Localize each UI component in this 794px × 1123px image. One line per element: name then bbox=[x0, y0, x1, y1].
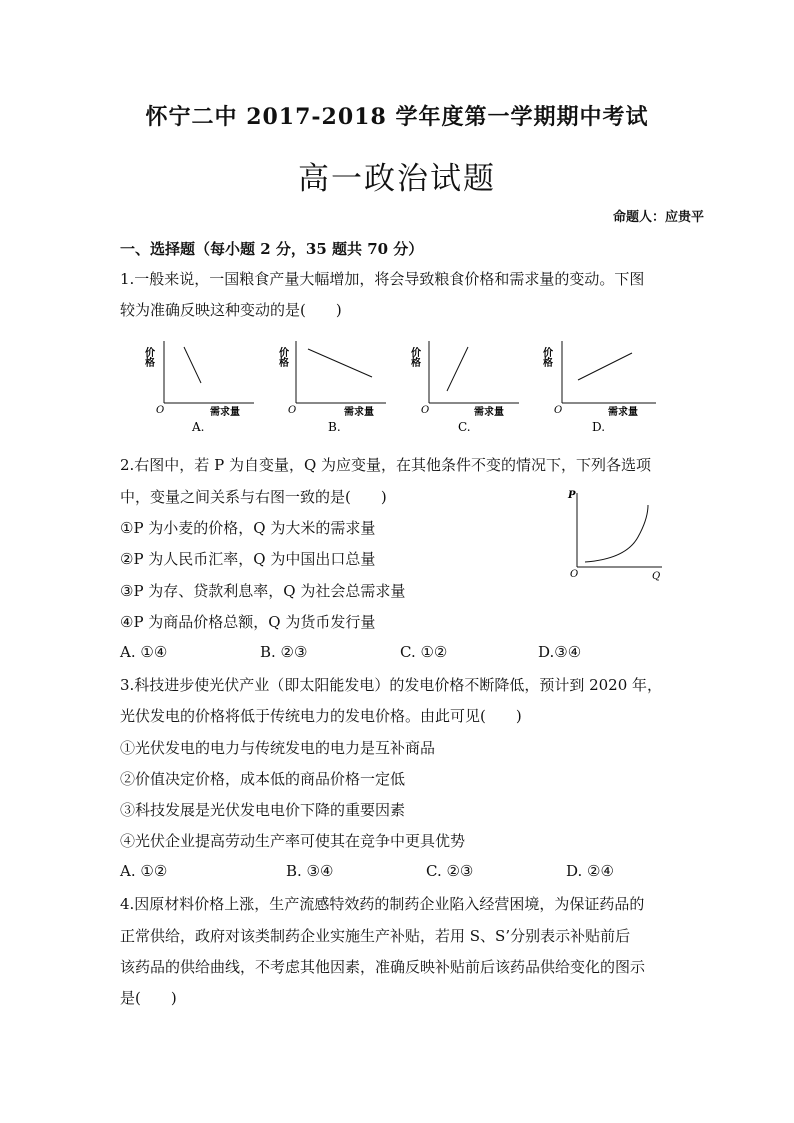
q1-graph-c-ylabel: 价格 bbox=[408, 347, 420, 367]
q1-graph-d-letter: D. bbox=[592, 420, 606, 434]
q1-graph-c bbox=[408, 335, 524, 439]
author: 命题人：应贵平 bbox=[612, 210, 704, 225]
q2-option-a[interactable]: A. ①④ bbox=[120, 643, 168, 661]
q4-stem-line2: 正常供给，政府对该类制药企业实施生产补贴，若用 S、S’分别表示补贴前后 bbox=[120, 927, 631, 945]
q4-stem-line1: 4.因原材料价格上涨，生产流感特效药的制药企业陷入经营困境，为保证药品的 bbox=[120, 895, 645, 913]
q1-stem-line2: 较为准确反映这种变动的是( ) bbox=[120, 301, 342, 319]
q1-graph-d bbox=[540, 335, 661, 439]
q4-stem-line3: 该药品的供给曲线，不考虑其他因素，准确反映补贴前后该药品供给变化的图示 bbox=[120, 958, 646, 976]
q1-graph-a-xlabel: 需求量 bbox=[210, 407, 240, 418]
q4-stem-line4: 是( ) bbox=[120, 989, 177, 1007]
q1-graph-b bbox=[276, 335, 392, 439]
q3-item-4: ④光伏企业提高劳动生产率可使其在竞争中更具优势 bbox=[120, 832, 466, 850]
q2-stem-line1: 2.右图中，若 P 为自变量，Q 为应变量，在其他条件不变的情况下，下列各选项 bbox=[120, 456, 652, 474]
q1-graph-c-letter: C. bbox=[458, 420, 471, 434]
q2-graph-ylabel: P bbox=[568, 490, 576, 501]
q1-graph-d-xlabel: 需求量 bbox=[608, 407, 638, 418]
q3-item-3: ③科技发展是光伏发电电价下降的重要因素 bbox=[120, 801, 406, 819]
q3-option-b[interactable]: B. ③④ bbox=[286, 862, 334, 880]
q1-graph-a bbox=[142, 335, 258, 439]
q1-graph-d-ylabel: 价格 bbox=[540, 347, 552, 367]
q1-graph-a-letter: A. bbox=[192, 420, 205, 434]
q1-graph-b-letter: B. bbox=[328, 420, 341, 434]
q2-item-3: ③P 为存、贷款利息率，Q 为社会总需求量 bbox=[120, 582, 406, 600]
q2-item-1: ①P 为小麦的价格，Q 为大米的需求量 bbox=[120, 519, 376, 537]
q3-option-d[interactable]: D. ②④ bbox=[566, 862, 614, 880]
q2-stem-line2: 中，变量之间关系与右图一致的是( ) bbox=[120, 488, 387, 506]
q2-graph bbox=[566, 485, 666, 589]
q1-graph-a-ylabel: 价格 bbox=[142, 347, 154, 367]
q2-option-b[interactable]: B. ②③ bbox=[260, 643, 308, 661]
q3-stem-line2: 光伏发电的价格将低于传统电力的发电价格。由此可见( ) bbox=[120, 707, 522, 725]
q1-graph-b-xlabel: 需求量 bbox=[344, 407, 374, 418]
q3-option-a[interactable]: A. ①② bbox=[120, 862, 168, 880]
q2-graph-xlabel: Q bbox=[652, 571, 661, 582]
q3-option-c[interactable]: C. ②③ bbox=[426, 862, 474, 880]
q1-graph-b-origin: O bbox=[288, 405, 297, 416]
section-heading: 一、选择题（每小题 2 分，35 题共 70 分） bbox=[120, 240, 424, 258]
exam-title: 怀宁二中 2017-2018 学年度第一学期期中考试 bbox=[145, 104, 649, 130]
q3-item-1: ①光伏发电的电力与传统发电的电力是互补商品 bbox=[120, 739, 436, 757]
q1-stem-line1: 1.一般来说，一国粮食产量大幅增加，将会导致粮食价格和需求量的变动。下图 bbox=[120, 270, 645, 288]
q3-item-2: ②价值决定价格，成本低的商品价格一定低 bbox=[120, 770, 406, 788]
q2-item-4: ④P 为商品价格总额，Q 为货币发行量 bbox=[120, 613, 376, 631]
q1-graph-b-ylabel: 价格 bbox=[276, 347, 288, 367]
q1-graph-c-xlabel: 需求量 bbox=[474, 407, 504, 418]
q2-graph-origin: O bbox=[570, 569, 579, 580]
q1-graph-c-origin: O bbox=[421, 405, 430, 416]
q1-graph-a-origin: O bbox=[156, 405, 165, 416]
q2-item-2: ②P 为人民币汇率，Q 为中国出口总量 bbox=[120, 550, 376, 568]
q1-graph-d-origin: O bbox=[554, 405, 563, 416]
q2-option-d[interactable]: D.③④ bbox=[538, 643, 582, 661]
q2-option-c[interactable]: C. ①② bbox=[400, 643, 448, 661]
paper-subtitle: 高一政治试题 bbox=[298, 161, 496, 197]
q3-stem-line1: 3.科技进步使光伏产业（即太阳能发电）的发电价格不断降低，预计到 2020 年， bbox=[120, 676, 663, 694]
